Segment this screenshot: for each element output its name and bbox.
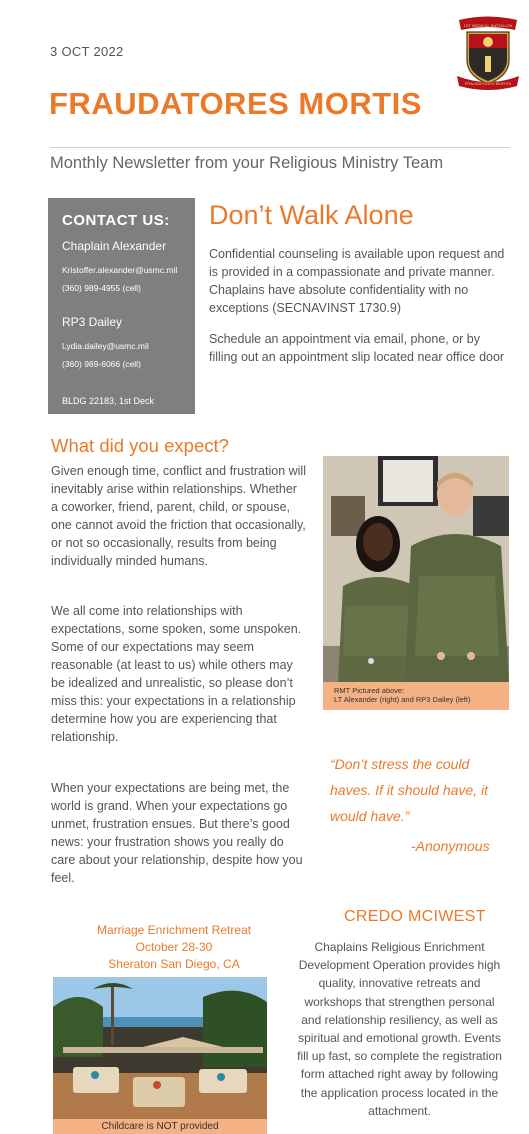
contact-box: [48, 198, 195, 414]
childcare-note: Childcare is NOT provided: [53, 1119, 267, 1134]
credo-paragraph: Chaplains Religious Enrichment Development Operation provides high quality, innovative retreats and workshops that strengthen personal and relationship resiliency, as well as spiritual and emotional growth. Events fill up fast, so complete the registration form attached right away by following the application process located in the attachment.: [297, 940, 502, 1118]
photo-caption-line2: LT Alexander (right) and RP3 Dailey (left): [334, 695, 471, 704]
newsletter-title: FRAUDATORES MORTIS: [49, 86, 422, 121]
unit-crest-icon: [455, 16, 521, 90]
retreat-info: [60, 922, 288, 973]
dont-walk-alone-heading: Don’t Walk Alone: [209, 200, 414, 230]
quote-text: “Don’t stress the could haves. If it should have, it would have.”: [330, 756, 488, 824]
expect-paragraph-2: We all come into relationships with expectations, some spoken, some unspoken. Some of our expectations may seem reasonable (at least to us) while others may be idealized and unrealistic, so please don’t miss this: your expectations in a relationship determine how you are experiencing that relationship.: [51, 604, 302, 744]
resort-photo: [53, 977, 267, 1119]
retreat-location: Sheraton San Diego, CA: [108, 957, 240, 971]
expect-heading: What did you expect?: [51, 435, 229, 456]
crest-top-text: 1ST MEDICAL BATTALION: [463, 23, 513, 28]
expect-paragraph-3: When your expectations are being met, the world is grand. When your expectations go unmet, frustration ensues. But there’s good news: your frustration shows you really do care about your relationship, despite how you feel.: [51, 781, 303, 885]
rp-email[interactable]: Lydia.dailey@usmc.mil: [62, 341, 149, 351]
photo-caption-line1: RMT Pictured above:: [334, 686, 405, 695]
rp-phone: (360) 969-6066 (cell): [62, 359, 141, 369]
team-photo: [323, 456, 509, 682]
photo-caption: [323, 682, 509, 710]
quote-author: -Anonymous: [411, 838, 490, 854]
chaplain-email[interactable]: Kristoffer.alexander@usmc.mil: [62, 265, 178, 275]
expect-paragraph-1: Given enough time, conflict and frustration will inevitably arise within relationships. Whether a coworker, friend, parent, child, or spouse, one cannot avoid the friction that occasionally, or not so occasionally, results from being individually minded humans.: [51, 464, 306, 568]
contact-title: CONTACT US:: [62, 212, 170, 229]
credo-title: CREDO MCIWEST: [344, 908, 486, 925]
newsletter-date: 3 OCT 2022: [50, 44, 124, 59]
retreat-name: Marriage Enrichment Retreat: [96, 923, 252, 937]
office-location: BLDG 22183, 1st Deck: [62, 396, 155, 406]
chaplain-phone: (360) 989-4955 (cell): [62, 283, 141, 293]
rp-name: RP3 Dailey: [62, 315, 123, 329]
chaplain-name: Chaplain Alexander: [62, 239, 167, 253]
retreat-dates: October 28-30: [135, 940, 213, 954]
header-rule: [50, 147, 510, 148]
crest-bottom-text: FRAUDATORES MORTIS: [464, 81, 512, 86]
newsletter-subtitle: Monthly Newsletter from your Religious Ministry Team: [50, 154, 444, 172]
appointment-paragraph: Schedule an appointment via email, phone, or by filling out an appointment slip located near office door: [209, 332, 505, 364]
counseling-paragraph: Confidential counseling is available upon request and is provided in a compassionate and private manner. Chaplains have absolute confidentiality with no exceptions (SECNAVINST 1730.9): [209, 247, 505, 315]
